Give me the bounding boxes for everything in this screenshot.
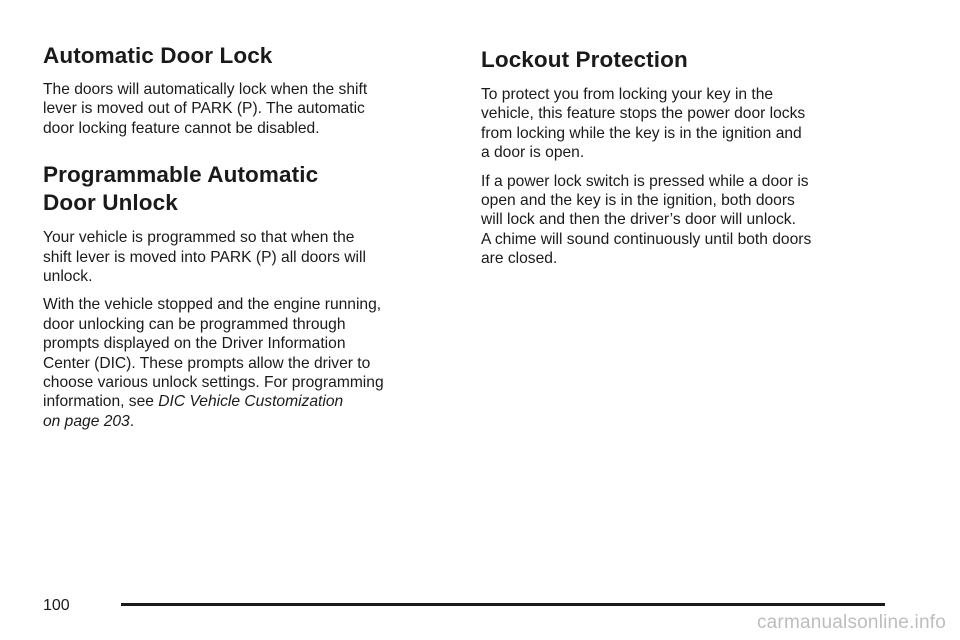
text-line: vehicle, this feature stops the power door locks (481, 105, 806, 123)
text-line: With the vehicle stopped and the engine running, (43, 296, 382, 314)
cross-reference-page[interactable]: on page 203 (43, 412, 130, 430)
text-line: are closed. (481, 250, 558, 268)
heading-programmable-automatic-door-unlock (43, 161, 441, 217)
text-line: from locking while the key is in the ignition and (481, 124, 802, 142)
paragraph-programming-dic (43, 295, 441, 431)
page-number: 100 (43, 597, 70, 614)
left-column (43, 42, 441, 440)
text-line: Center (DIC). These prompts allow the driver to (43, 354, 371, 372)
text-line (43, 392, 441, 411)
cross-reference-link[interactable]: DIC Vehicle Customization (158, 393, 344, 411)
text-line: shift lever is moved into PARK (P) all doors will (43, 248, 366, 266)
text-line: open and the key is in the ignition, both doors (481, 192, 795, 210)
text-line: choose various unlock settings. For programming (43, 374, 384, 392)
paragraph-lockout-behavior (481, 172, 879, 269)
text-line: A chime will sound continuously until both doors (481, 230, 812, 248)
reference-suffix: . (129, 412, 135, 430)
text-line: door locking feature cannot be disabled. (43, 119, 320, 137)
reference-prefix: information, see (43, 393, 159, 411)
text-line: unlock. (43, 268, 93, 286)
heading-line: Programmable Automatic (43, 162, 319, 188)
right-column (481, 42, 879, 278)
paragraph-automatic-door-lock (43, 80, 441, 138)
text-line: door unlocking can be programmed through (43, 315, 346, 333)
text-line: prompts displayed on the Driver Information (43, 335, 346, 353)
footer-rule (121, 603, 885, 606)
text-line: Your vehicle is programmed so that when the (43, 229, 355, 247)
text-line: will lock and then the driver’s door will unlock. (481, 211, 796, 229)
text-line: a door is open. (481, 144, 585, 162)
text-line: To protect you from locking your key in the (481, 86, 774, 103)
text-line (43, 412, 441, 431)
text-line: The doors will automatically lock when the shift (43, 81, 368, 98)
text-line: If a power lock switch is pressed while a door is (481, 172, 809, 190)
text-line: lever is moved out of PARK (P). The automatic (43, 100, 365, 118)
heading-lockout-protection: Lockout Protection (481, 47, 688, 72)
watermark: carmanualsonline.info (756, 612, 946, 633)
heading-automatic-door-lock: Automatic Door Lock (43, 43, 273, 68)
heading-line: Door Unlock (43, 190, 178, 216)
paragraph-lockout-purpose (481, 85, 879, 163)
paragraph-programmed-unlock (43, 228, 441, 286)
